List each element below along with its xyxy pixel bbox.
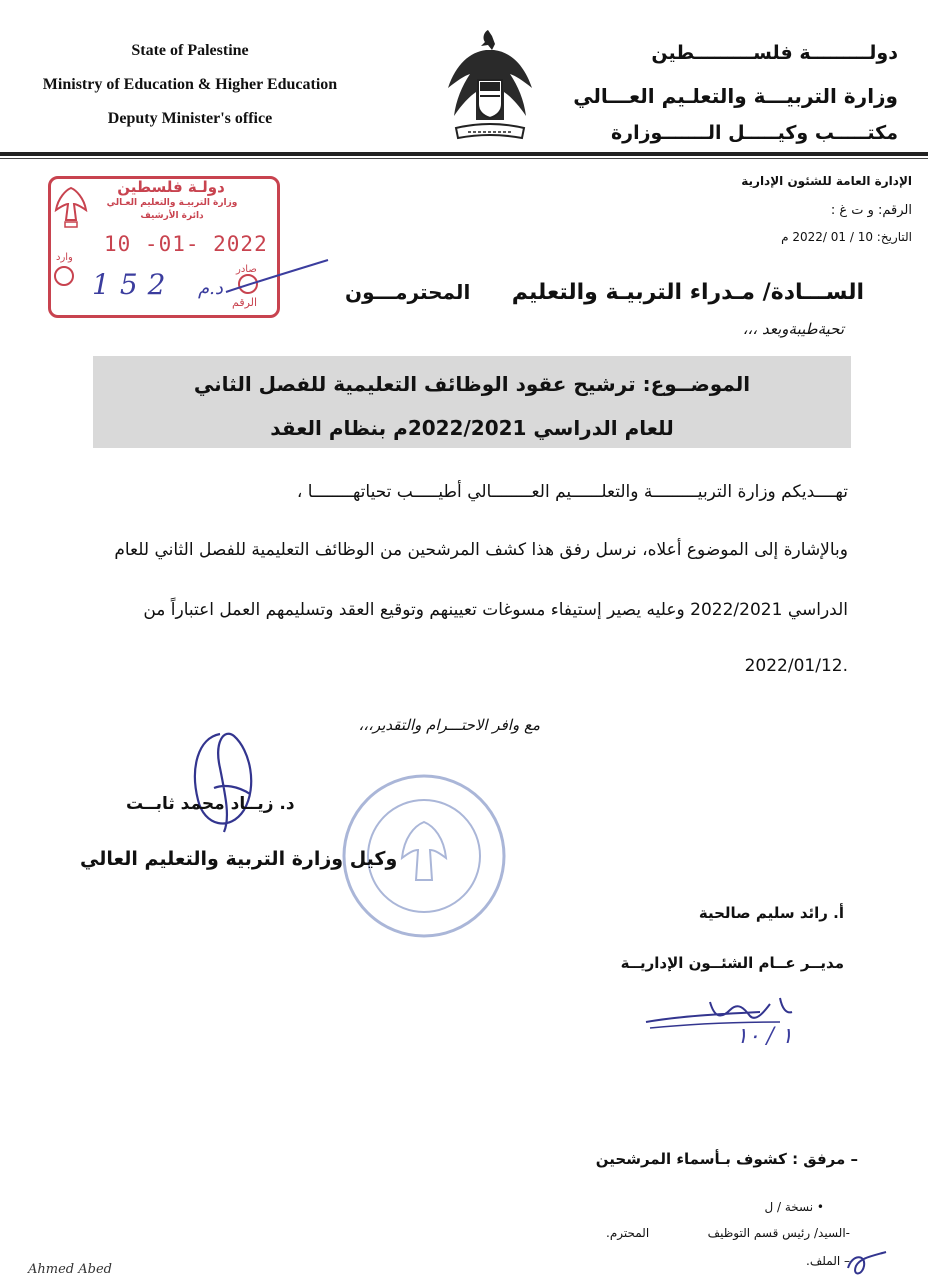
stamp-outgoing-label: صادر: [236, 264, 257, 275]
addressee-line: الســـادة/ مـدراء التربيـة والتعليم: [511, 280, 864, 305]
stamp-date: 10 -01- 2022: [104, 232, 268, 256]
subject-line-2: للعام الدراسي 2022/2021م بنظام العقد: [270, 416, 674, 440]
attachment-note: – مرفق : كشوف بـأسماء المرشحين: [595, 1150, 858, 1168]
copies-heading: • نسخة / ل: [764, 1200, 824, 1214]
header-rule-thin: [0, 158, 928, 159]
stamp-archive: دائرة الأرشيف: [140, 211, 204, 221]
header-rule-thick: [0, 152, 928, 156]
admin-director-title: مديــر عــام الشئــون الإداريــة: [620, 954, 844, 972]
header-en-state: State of Palestine: [131, 42, 249, 59]
stamp-emblem-icon: [52, 184, 90, 230]
header-ar-office: مكتـــــب وكيـــــل الـــــــوزارة: [610, 122, 898, 144]
header-ar-ministry: وزارة التربيـــة والتعلـيم العـــالي: [573, 84, 898, 108]
stamp-incoming-label: وارد: [56, 252, 73, 263]
header-ar-state: دولـــــــــة فلســـــــــطين: [651, 42, 898, 64]
copy-file: – الملف.: [806, 1254, 850, 1268]
body-line-1: تهــــديكم وزارة التربيـــــــــة والتعلــــــيم العــــــــالي أطيـــــب تحياتهــــــــا ،: [296, 482, 848, 502]
copy-recipient-employment: -السيد/ رئيس قسم التوظيف: [707, 1226, 850, 1240]
body-line-3: الدراسي 2022/2021 وعليه يصير إستيفاء مسوغات تعيينهم وتوقيع العقد وتسليمهم العمل اعتباراً من: [143, 600, 848, 620]
stamp-title: دولـة فلسطين: [117, 178, 225, 196]
stamp-handwritten-code: د.م: [198, 278, 223, 299]
body-line-4: .2022/01/12: [744, 656, 848, 676]
deputy-minister-title: وكيل وزارة التربية والتعليم العالي: [80, 848, 398, 870]
department-label: الإدارة العامة للشئون الإدارية: [741, 174, 912, 188]
file-initial-signature: [842, 1248, 892, 1280]
footer-handwriting: Ahmed Abed: [28, 1262, 112, 1277]
admin-director-signature: [640, 982, 830, 1052]
closing-regards: مع وافر الاحتـــرام والتقدير،،،: [358, 716, 540, 734]
deputy-minister-name: د. زيــاد محمد ثابــت: [126, 794, 295, 814]
stamp-pen-stroke: [222, 258, 332, 298]
greeting: تحيةطيبةوبعد ،،،: [742, 320, 844, 338]
body-line-2: وبالإشارة إلى الموضوع أعلاه، نرسل رفق هذا كشف المرشحين من الوظائف التعليمية للفصل الثاني للعام: [114, 540, 848, 560]
copy-recipient-honorific: المحترم.: [606, 1226, 650, 1240]
reference-number: الرقم: و ت غ :: [830, 203, 912, 218]
letter-date: التاريخ: 10 / 01 /2022 م: [781, 230, 912, 244]
addressee-honorific: المحترمـــون: [345, 280, 471, 304]
header-en-office: Deputy Minister's office: [107, 110, 273, 127]
palestine-eagle-emblem: [440, 24, 540, 146]
stamp-ministry: وزارة التربيـة والتعليم العـالي: [106, 198, 238, 208]
admin-director-name: أ. رائد سليم صالحية: [698, 904, 844, 922]
admin-director-handwritten-date: ١ / ١٠: [736, 1024, 793, 1049]
stamp-number-label: الرقم: [232, 296, 258, 309]
stamp-handwritten-number: 152: [92, 268, 176, 301]
header-en-ministry: Ministry of Education & Higher Education: [42, 76, 338, 93]
subject-line-1: الموضــوع: ترشيح عقود الوظائف التعليمية للفصل الثاني: [193, 372, 751, 396]
deputy-minister-signature: [184, 728, 264, 838]
